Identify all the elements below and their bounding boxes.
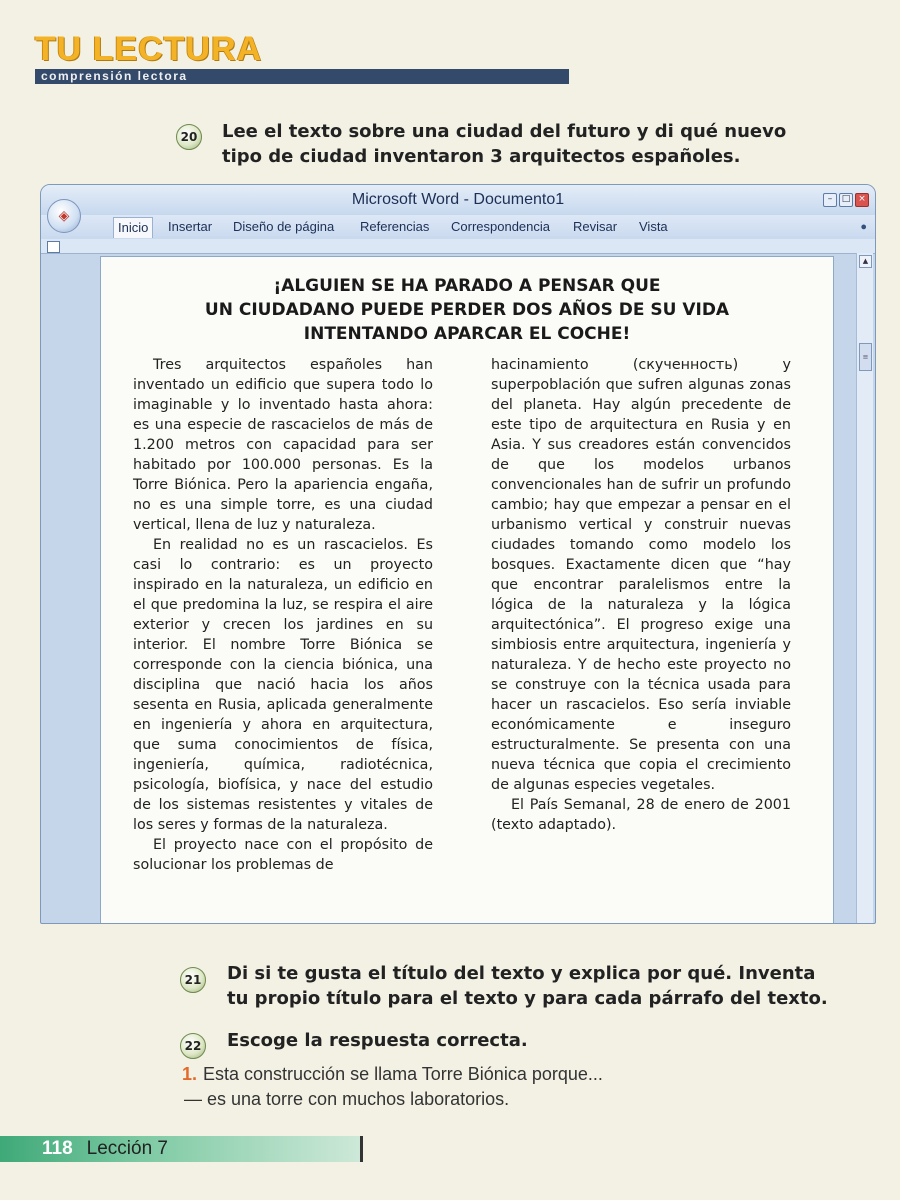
paragraph: El proyecto nace con el propósito de solucionar los problemas de [133, 837, 433, 873]
exercise-number-badge: 21 [180, 967, 206, 993]
paragraph: Tres arquitectos españoles han inventado un edificio que supera todo lo imaginable y lo inventado hasta ahora: es una especie de rascacielos de más de 1.200 metros con capacidad para ser habitado por 100.000 personas. Es la Torre Biónica. Pero la apariencia engaña, no es una simple torre, es una ciudad vertical, llena de luz y naturaleza. [133, 357, 433, 533]
answer-option[interactable]: — es una torre con muchos laboratorios. [184, 1089, 510, 1109]
ruler-toggle-icon[interactable] [47, 241, 60, 253]
document-title [101, 274, 833, 346]
paragraph: En realidad no es un rascacielos. Es casi lo contrario: es un proyecto inspirado en la naturaleza, un edificio en el que predomina la luz, se respira el aire exterior y crecen los jardines en su interior. El nombre Torre Biónica se corresponde con la ciencia biónica, una disciplina que nació hacia los años sesenta en Rusia, aplicada generalmente en ingeniería y ahora en arquitectura, que suma conocimientos de física, ingeniería, química, radiotécnica, psicología, biofísica, y nace del estudio de los sistemas resistentes y vitales de los seres y formas de la naturaleza. [133, 537, 433, 833]
scroll-thumb[interactable]: ≡ [859, 343, 872, 371]
window-controls [823, 193, 869, 207]
help-icon[interactable]: ● [860, 221, 867, 233]
tab-diseno-de-pagina[interactable]: Diseño de página [233, 219, 335, 234]
source-citation: El País Semanal, 28 de enero de 2001 (texto adaptado). [491, 797, 791, 833]
lesson-label: Lección 7 [86, 1138, 168, 1159]
title-line: INTENTANDO APARCAR EL COCHE! [303, 324, 631, 344]
office-button-icon[interactable]: ◈ [47, 199, 81, 233]
exercise-instruction [222, 119, 882, 169]
exercise-number-badge: 22 [180, 1033, 206, 1059]
tab-referencias[interactable]: Referencias [360, 219, 430, 234]
tab-inicio[interactable]: Inicio [113, 217, 153, 238]
instruction-line: tu propio título para el texto y para cada párrafo del texto. [227, 988, 828, 1009]
paragraph: hacinamiento (скученность) y superpoblación que sufren algunas zonas del planeta. Hay algún precedente de este tipo de arquitectura en Rusia y en Asia. Y sus creadores están convencidos de que los modelos urbanos convencionales han de sufrir un profundo cambio; hay que empezar a pensar en el urbanismo vertical y construir nuevas ciudades tomando como modelo los bosques. Exactamente dicen que “hay que encontrar paralelismos entre la lógica de la naturaleza y la lógica arquitectónica”. El progreso exige una simbiosis entre arquitectura, ingeniería y naturaleza. Y de hecho este proyecto no se construye con la técnica usada para hacer un rascacielos. Eso sería inviable económicamente e inseguro estructuralmente. Se presenta con una nueva técnica que copia el crecimiento de algunas especies vegetales. [491, 357, 791, 793]
vertical-scrollbar[interactable] [856, 253, 873, 923]
tab-vista[interactable]: Vista [639, 219, 668, 234]
page-number: 118 [42, 1138, 73, 1159]
question-item-number: 1. [182, 1064, 198, 1084]
tab-correspondencia[interactable]: Correspondencia [451, 219, 551, 234]
exercise-instruction: Escoge la respuesta correcta. [227, 1030, 528, 1051]
word-window [40, 184, 876, 924]
text-column-left [133, 355, 433, 875]
instruction-line: tipo de ciudad inventaron 3 arquitectos españoles. [222, 146, 741, 167]
tab-insertar[interactable]: Insertar [168, 219, 213, 234]
title-line: UN CIUDADANO PUEDE PERDER DOS AÑOS DE SU VIDA [204, 300, 730, 320]
tab-revisar[interactable]: Revisar [573, 219, 618, 234]
instruction-line: Di si te gusta el título del texto y explica por qué. Inventa [227, 963, 816, 984]
maximize-icon[interactable]: □ [839, 193, 853, 207]
instruction-line: Lee el texto sobre una ciudad del futuro y di qué nuevo [222, 121, 787, 142]
exercise-number-badge: 20 [176, 124, 202, 150]
text-column-right [491, 355, 791, 835]
document-page[interactable] [101, 257, 833, 924]
title-line: ¡ALGUIEN SE HA PARADO A PENSAR QUE [273, 276, 661, 296]
section-title: TU LECTURA [35, 30, 263, 68]
section-subtitle: comprensión lectora [35, 69, 569, 84]
ribbon-tabs [41, 215, 875, 239]
minimize-icon[interactable]: – [823, 193, 837, 207]
close-icon[interactable]: × [855, 193, 869, 207]
window-title: Microsoft Word - Documento1 [41, 185, 875, 215]
question-item [182, 1062, 603, 1112]
page-footer [0, 1136, 363, 1162]
scroll-up-icon[interactable]: ▲ [859, 255, 872, 268]
question-item-text: Esta construcción se llama Torre Biónica porque... [203, 1064, 603, 1084]
ribbon-strip [41, 239, 875, 254]
exercise-instruction [227, 961, 887, 1011]
